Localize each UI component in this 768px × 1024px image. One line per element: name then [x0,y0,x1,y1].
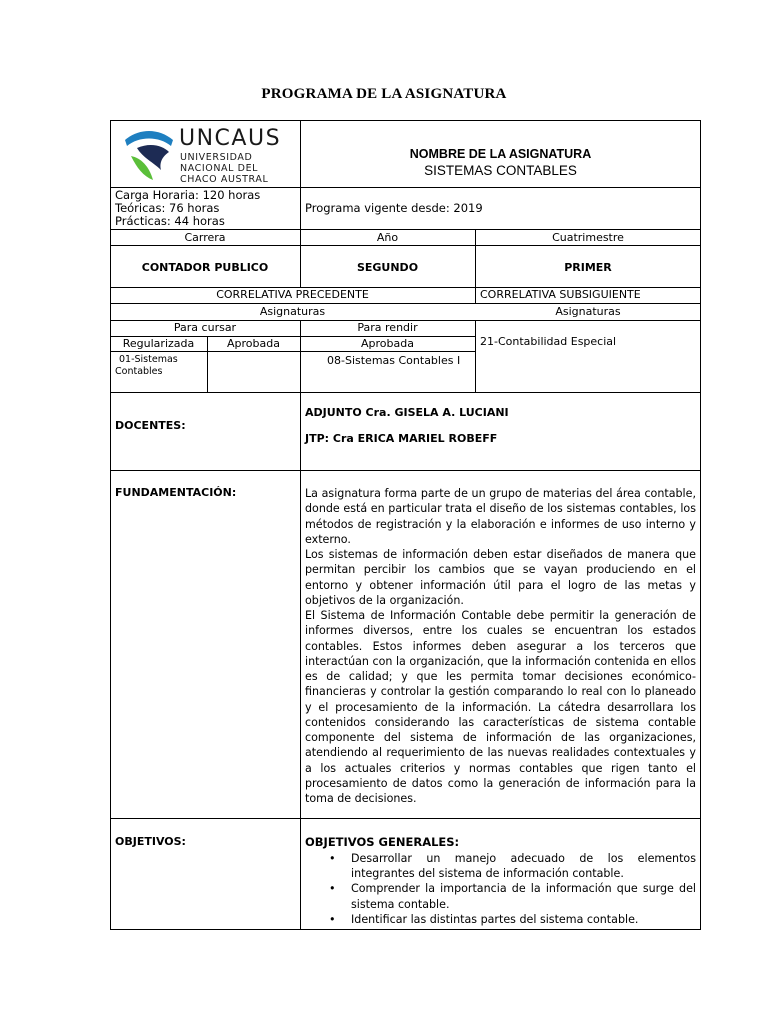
aprobada-header: Aprobada [227,337,280,350]
asignaturas-right: Asignaturas [555,305,621,318]
objetivo-text: Identificar las distintas partes del sistema contable. [351,912,639,926]
programa-vigente: Programa vigente desde: 2019 [305,201,483,215]
anio-value: SEGUNDO [356,261,419,274]
row-divider [110,392,701,393]
fundamentacion-paragraph: El Sistema de Información Contable debe permitir la generación de informes diversos, entre los cuales se encuentran los estados contables. Estos informes deben asegurar a los terceros que interactúan con la organización, que la información contenida en ellos es de calidad; y que les permita tomar decisiones económico-financieras y controlar la gestión comparando lo real con lo planeado y el procesamiento de la información. La cátedra desarrollara los contenidos considerando las características de sistema contable componente del sistema de información de las organizaciones, atendiendo al requerimiento de las nuevas realidades contextuales y a los actuales criterios y normas contables que rigen tanto el procesamiento de datos como la generación de información para la toma de decisiones. [305,609,696,805]
objetivos-generales-label: OBJETIVOS GENERALES: [305,835,460,849]
bullet-icon: • [329,882,336,896]
bullet-icon: • [329,912,336,926]
uncaus-logo [123,126,283,186]
carrera-value: CONTADOR PUBLICO [141,261,269,274]
page-title: PROGRAMA DE LA ASIGNATURA [261,86,507,102]
subsiguiente-value: 21-Contabilidad Especial [480,335,617,348]
cuatrimestre-value: PRIMER [564,261,612,274]
regularizada-value-line1: 01-Sistemas [119,354,178,365]
objetivo-text: Comprender la importancia de la información que surge del sistema contable. [351,882,696,911]
carga-horaria: Carga Horaria: 120 horas [115,188,261,202]
fundamentacion-label: FUNDAMENTACIÓN: [115,486,237,499]
practicas-hours: Prácticas: 44 horas [115,214,225,228]
regularizada-header: Regularizada [122,337,195,350]
row-divider [110,818,701,819]
carrera-header: Carrera [184,231,226,244]
objetivos-list [305,851,696,927]
asignaturas-left: Asignaturas [259,305,326,318]
fundamentacion-paragraph: La asignatura forma parte de un grupo de materias del área contable, donde está en particular trata el diseño de los sistemas contables, los métodos de registración y la elaboración e informes de uso interno y externo. [305,487,696,546]
uncaus-emblem-icon [123,126,175,184]
subject-name-value: SISTEMAS CONTABLES [424,163,577,178]
correlativa-subsiguiente: CORRELATIVA SUBSIGUIENTE [480,288,641,301]
row-divider [110,245,701,246]
col-divider [300,120,301,245]
teoricas-hours: Teóricas: 76 horas [115,201,220,215]
rendir-value: 08-Sistemas Contables I [327,354,461,367]
docente-jtp: JTP: Cra ERICA MARIEL ROBEFF [305,432,498,445]
anio-header: Año [376,231,399,244]
docente-adjunto: ADJUNTO Cra. GISELA A. LUCIANI [305,406,509,419]
list-item [305,912,696,927]
row-divider [110,351,475,352]
objetivo-text: Desarrollar un manejo adecuado de los elementos integrantes del sistema de información contable. [351,852,696,881]
objetivos-label: OBJETIVOS: [115,835,186,848]
regularizada-value-line2: Contables [115,366,163,377]
row-divider [110,303,701,304]
para-cursar: Para cursar [173,321,237,334]
list-item [305,851,696,881]
col-divider [300,392,301,930]
cuatrimestre-header: Cuatrimestre [552,231,624,244]
row-divider [110,229,701,230]
fundamentacion-paragraph: Los sistemas de información deben estar diseñados de manera que permitan percibir los cambios que se vayan produciendo en el entorno y obtener información útil para el logro de las metas y objetivos de la organización. [305,548,696,607]
logo-line3: CHACO AUSTRAL [180,174,269,185]
bullet-icon: • [329,852,336,865]
col-divider [475,320,476,392]
docentes-label: DOCENTES: [115,419,186,432]
row-divider [110,470,701,471]
list-item [305,881,696,911]
logo-name: UNCAUS [179,126,282,151]
subject-name-label: NOMBRE DE LA ASIGNATURA [409,147,592,161]
logo-line1: UNIVERSIDAD [180,152,253,163]
aprobada-rendir-header: Aprobada [361,337,414,350]
correlativa-precedente: CORRELATIVA PRECEDENTE [216,288,369,301]
para-rendir: Para rendir [357,321,418,334]
logo-line2: NACIONAL DEL [180,163,259,174]
fundamentacion-text [305,486,696,806]
